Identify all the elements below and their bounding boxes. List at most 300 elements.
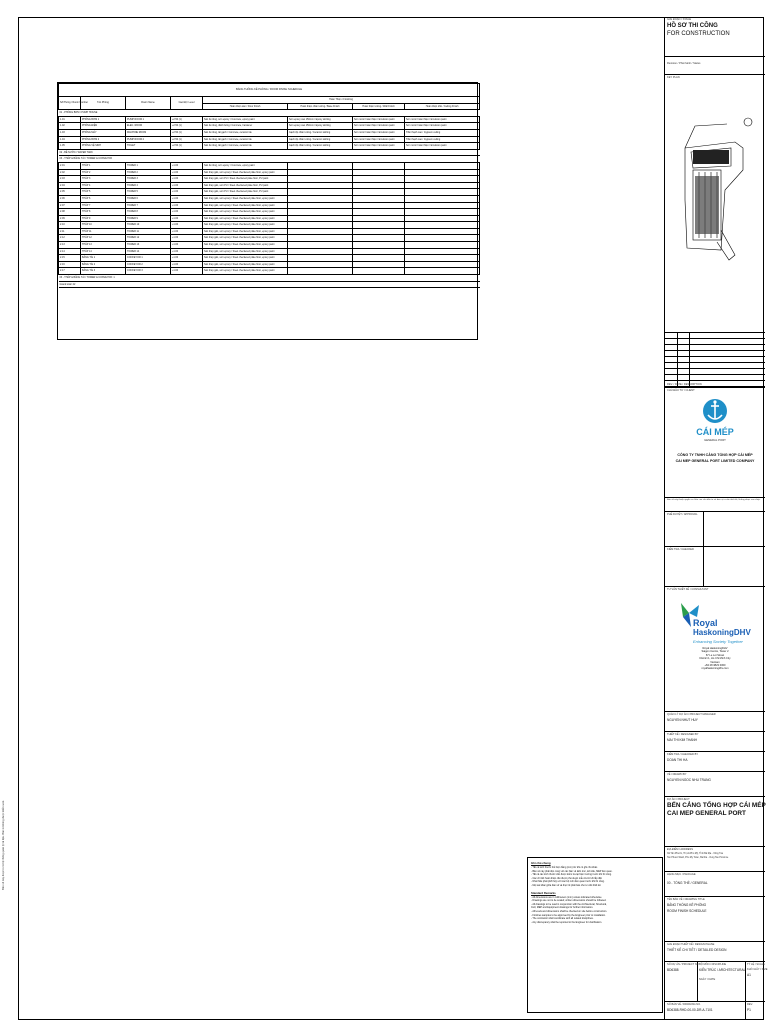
col-header-wall: Hoàn thiện tường / Wall Finish — [353, 103, 405, 110]
room-name-vn: BĂNG TẢI 1 — [81, 255, 126, 262]
checker-cell — [665, 752, 765, 772]
room-finish-schedule — [57, 82, 478, 340]
room-number: 2.16 — [59, 261, 81, 268]
consultant-address-line: Vietnam — [710, 660, 720, 664]
consultant-name-1: Royal — [693, 618, 718, 628]
consultant-address-line: royalhaskoningdhv.com — [701, 667, 729, 671]
room-number: 2.15 — [59, 255, 81, 262]
client-cell — [665, 388, 765, 498]
client-logo-sub: GENERAL PORT — [704, 438, 726, 442]
note-line: - Any discrepancy shall be reported to the Engineer for clarification. — [531, 920, 602, 924]
room-number: 1.04 — [59, 136, 81, 143]
wall-finish — [353, 248, 405, 255]
floor-finish: Sàn thép gân, sơn epoxy / Steel checkered plate floor, epoxy paint — [203, 235, 288, 242]
designer-label: THIẾT KẾ / DESIGNED BY — [667, 733, 699, 736]
address-line: Tan Phuoc Ward, Phu My Town, Ba Ria - Vung Tau Province — [667, 857, 729, 859]
date-label: NGÀY / DATE — [699, 978, 716, 981]
address-line: Xã Tân Phước, Thị xã Phú Mỹ, Tỉnh Bà Rịa - Vũng Tàu — [667, 853, 724, 855]
size-label: KHỔ GIẤY / SIZE — [747, 968, 768, 971]
skirting-finish: Sơn epoxy cao 150mm / Epoxy skirting — [288, 123, 353, 130]
drawing-no-value: BD6388-RHD-00-00-DR-A-7101 — [667, 1008, 713, 1012]
info-grid-cell — [665, 962, 768, 1002]
status-cell — [665, 57, 765, 75]
room-level: +1.00 — [171, 268, 203, 275]
floor-finish: Sàn thép gân, sơn epoxy / Steel checkered plate floor, epoxy paint — [203, 228, 288, 235]
ceiling-finish — [405, 228, 480, 235]
room-level: +2.50 (1) — [171, 136, 203, 143]
status-label: Revision / Phát hành / Status — [667, 62, 701, 65]
disclaimer-text: Bản vẽ này thuộc quyền sở hữu của chủ đầu tư và đơn vị tư vấn thiết kế, không được sao chép. — [667, 499, 761, 501]
table-row — [59, 242, 480, 249]
room-name-en: TOWER 10 — [126, 222, 171, 229]
room-name-vn: THÁP 4 — [81, 182, 126, 189]
floor-finish: Sàn thép gân, sơn PU / Steel checkered plate floor, PU paint — [203, 182, 288, 189]
revision-grid — [665, 333, 765, 387]
room-number: 1.01 — [59, 116, 81, 123]
table-row — [59, 195, 480, 202]
floor-finish: Sàn thép gân, sơn epoxy / Steel checkered plate floor, epoxy paint — [203, 242, 288, 249]
room-name-vn: PHÒNG VỆ SINH — [81, 143, 126, 150]
floor-finish: Sàn thép gân, sơn epoxy / Steel checkered plate floor, epoxy paint — [203, 248, 288, 255]
rev-label: REV. — [747, 1003, 753, 1006]
note-line: - Mọi sai khác giữa bản vẽ và thực tế phải báo cho tư vấn thiết kế. — [531, 883, 602, 887]
room-level: +1.00 — [171, 261, 203, 268]
col-header-name-en: Room Name — [126, 97, 171, 110]
project-name-vn: BẾN CẢNG TỔNG HỢP CÁI MÉP — [667, 802, 766, 809]
designer-name: MAI THI KIM THANH — [667, 738, 697, 742]
table-row — [59, 228, 480, 235]
size-value: A1 — [747, 973, 751, 977]
drafter-name: NGUYEN NGOC NHU TRANG — [667, 778, 711, 782]
wall-finish — [353, 268, 405, 275]
stage-en: FOR CONSTRUCTION — [667, 31, 730, 37]
pm-label: QUẢN LÝ DỰ ÁN / PROJECT MANAGER — [667, 713, 716, 716]
room-level: +1.00 — [171, 255, 203, 262]
floor-finish: Sàn bê tông, lát gạch / Concrete, ceramic tile — [203, 143, 288, 150]
room-number: 1.03 — [59, 129, 81, 136]
room-name-en: TOWER 3 — [126, 176, 171, 183]
ceiling-finish — [405, 209, 480, 216]
ceiling-finish — [405, 215, 480, 222]
group-heading: 02 - BỂ NƯỚC / WATER TANK — [59, 149, 480, 156]
margin-note-text: Bản vẽ này được in từ hệ thống quản lý tài liệu. Bản in không được kiểm soát. — [2, 800, 5, 890]
wall-finish: Sơn nước hoàn thiện / Emulsion paint — [353, 136, 405, 143]
room-level: +1.00 — [171, 235, 203, 242]
room-name-en: TOWER 1 — [126, 162, 171, 169]
room-number: 1.02 — [59, 123, 81, 130]
room-name-en: TOWER 13 — [126, 242, 171, 249]
consultant-cell — [665, 587, 765, 712]
notes-heading-vn: Ghi chú chung — [531, 861, 551, 865]
room-number: 2.10 — [59, 222, 81, 229]
room-level: +1.00 — [171, 162, 203, 169]
room-level: +1.00 — [171, 202, 203, 209]
table-row — [59, 209, 480, 216]
consultant-label: TƯ VẤN THIẾT KẾ / CONSULTANT — [667, 588, 709, 591]
note-line: Civil, MEP and Equipment drawings for further information. — [531, 906, 594, 910]
project-name-en: CAI MEP GENERAL PORT — [667, 810, 746, 817]
room-level: +2.50 (1) — [171, 143, 203, 150]
ceiling-finish: Trần thạch cao / Gypsum ceiling — [405, 129, 480, 136]
room-name-en: PUMP ROOM 1 — [126, 116, 171, 123]
room-number: 2.06 — [59, 195, 81, 202]
skirting-finish — [288, 222, 353, 229]
room-name-en: TOWER 8 — [126, 209, 171, 216]
table-row — [59, 176, 480, 183]
floor-finish: Sàn thép gân, sơn epoxy / Steel checkered plate floor, epoxy paint — [203, 209, 288, 216]
room-name-en: TOWER 4 — [126, 182, 171, 189]
checker-label: KIỂM TRA / CHECKED BY — [667, 753, 699, 756]
floor-finish: Sàn thép gân, sơn epoxy / Steel checkered plate floor, epoxy paint — [203, 255, 288, 262]
room-level: +1.00 — [171, 228, 203, 235]
consultant-address-line: 67 Le Loi Street — [705, 653, 725, 657]
room-level: +1.00 — [171, 248, 203, 255]
note-line: - Bản vẽ này phải đọc cùng với các bản vẽ kiến trúc, kết cấu, MEP liên quan. — [531, 869, 613, 873]
ceiling-finish — [405, 182, 480, 189]
package-value: 00 - TỔNG THỂ / GENERAL — [667, 881, 708, 885]
drawing-title-en: ROOM FINISH SCHEDULE — [667, 909, 707, 913]
skirting-finish — [288, 202, 353, 209]
room-level: +1.00 — [171, 209, 203, 216]
table-row — [59, 268, 480, 275]
room-number: 2.07 — [59, 202, 81, 209]
wall-finish — [353, 162, 405, 169]
col-header-floor: Hoàn thiện sàn / Floor Finish — [203, 103, 288, 110]
skirting-finish — [288, 195, 353, 202]
key-plan-cell — [665, 75, 765, 333]
skirting-finish — [288, 268, 353, 275]
ceiling-finish — [405, 176, 480, 183]
table-row — [59, 261, 480, 268]
room-name-vn: THÁP 8 — [81, 209, 126, 216]
note-line: - Drawings are not to be scaled; written dimensions should be followed. — [531, 899, 607, 903]
approval-cell — [665, 512, 765, 547]
stage-cell — [665, 17, 765, 57]
ceiling-finish — [405, 202, 480, 209]
room-number: 2.05 — [59, 189, 81, 196]
room-name-vn: THÁP 5 — [81, 189, 126, 196]
room-level: +1.00 — [171, 182, 203, 189]
wall-finish — [353, 222, 405, 229]
ceiling-finish — [405, 169, 480, 176]
ceiling-finish — [405, 268, 480, 275]
room-name-en: TOWER 5 — [126, 189, 171, 196]
drawing-title-label: TÊN BẢN VẼ / DRAWING TITLE — [667, 898, 705, 901]
key-plan-drawing — [665, 80, 765, 320]
title-block — [664, 17, 768, 1020]
room-number: 1.05 — [59, 143, 81, 150]
room-number: 2.13 — [59, 242, 81, 249]
floor-finish: Sàn thép gân, sơn epoxy / Steel checkered plate floor, epoxy paint — [203, 268, 288, 275]
ceiling-finish — [405, 248, 480, 255]
skirting-finish — [288, 215, 353, 222]
general-notes — [527, 857, 663, 1013]
wall-finish: Sơn nước hoàn thiện / Emulsion paint — [353, 129, 405, 136]
skirting-finish — [288, 261, 353, 268]
designer-cell — [665, 732, 765, 752]
table-row — [59, 143, 480, 150]
table-row — [59, 129, 480, 136]
client-name-en: CAI MEP GENERAL PORT LIMITED COMPANY — [675, 459, 755, 463]
room-name-vn: THÁP 11 — [81, 228, 126, 235]
room-number: 2.03 — [59, 176, 81, 183]
project-no-value: BD6388 — [667, 968, 679, 972]
room-name-vn: PHÒNG MÁY — [81, 129, 126, 136]
floor-finish: Sàn bê tông, lát gạch / Concrete, ceramic tile — [203, 129, 288, 136]
notes-heading-en: Standard Remarks — [531, 890, 556, 895]
margin-notes — [2, 800, 12, 1015]
floor-finish: Sàn thép gân, sơn epoxy / Steel checkered plate floor, epoxy paint — [203, 195, 288, 202]
room-name-en: CONVEYOR 3 — [126, 268, 171, 275]
checked-label: KIỂM TRA / CHECKED — [667, 548, 694, 551]
wall-finish — [353, 235, 405, 242]
pm-name: NGUYEN NHUT HUY — [667, 718, 698, 722]
ceiling-finish — [405, 162, 480, 169]
note-line: - All levels and dimensions shall be checked on site before construction. — [531, 909, 608, 913]
room-name-vn: THÁP 13 — [81, 242, 126, 249]
skirting-finish — [288, 248, 353, 255]
room-number: 2.08 — [59, 209, 81, 216]
room-name-vn: THÁP 2 — [81, 169, 126, 176]
wall-finish — [353, 242, 405, 249]
wall-finish — [353, 195, 405, 202]
floor-finish: Sàn thép gân, sơn epoxy / Steel checkered plate floor, epoxy paint — [203, 261, 288, 268]
schedule-title: BẢNG THỐNG KÊ PHÒNG / ROOM FINISH SCHEDULE — [59, 84, 480, 97]
room-name-vn: THÁP 6 — [81, 195, 126, 202]
consultant-tagline: Enhancing Society Together — [693, 639, 743, 644]
skirting-finish — [288, 182, 353, 189]
room-name-vn: THÁP 3 — [81, 176, 126, 183]
skirting-finish — [288, 169, 353, 176]
table-row — [59, 235, 480, 242]
room-name-en: TOWER 12 — [126, 235, 171, 242]
skirting-finish: Gạch ốp chân tường / Ceramic skirting — [288, 129, 353, 136]
table-row — [59, 222, 480, 229]
disclaimer-cell — [665, 498, 765, 512]
note-line: - Tất cả kích thước thể hiện bằng (mm) trừ khi có ghi chú khác. — [531, 866, 598, 869]
address-label: ĐỊA ĐIỂM / ADDRESS — [667, 848, 693, 851]
room-level: +2.50 (1) — [171, 116, 203, 123]
skirting-finish — [288, 189, 353, 196]
table-row — [59, 248, 480, 255]
skirting-finish — [288, 209, 353, 216]
col-header-no: Số Phòng / Room Number — [59, 97, 81, 110]
skirting-finish: Gạch ốp chân tường / Ceramic skirting — [288, 136, 353, 143]
room-level: +2.50 (1) — [171, 123, 203, 130]
room-level: +1.00 — [171, 176, 203, 183]
room-name-en: CONVEYOR 1 — [126, 255, 171, 262]
table-row — [59, 123, 480, 130]
key-plan-label: KEY PLAN — [667, 76, 680, 79]
floor-finish: Sàn bê tông, lát gạch / Concrete, ceramic tile — [203, 136, 288, 143]
wall-finish — [353, 169, 405, 176]
address-cell — [665, 847, 765, 872]
note-line: - Nhà thầu phải phối hợp với các bộ môn liên quan trước khi thi công. — [531, 880, 605, 884]
drawing-no-label: SỐ BẢN VẼ / DRAWING NO. — [667, 1003, 701, 1006]
stage-label: GIAI ĐOẠN / STAGE — [667, 18, 692, 21]
group-heading: 03 - THÁP & BĂNG TẢI / TOWER & CONVEYOR — [59, 156, 480, 163]
floor-finish: Sàn thép gân, sơn epoxy / Steel checkered plate floor, epoxy paint — [203, 215, 288, 222]
room-name-en: TOWER 11 — [126, 228, 171, 235]
room-number: 2.17 — [59, 268, 81, 275]
drawing-title-vn: BẢNG THỐNG KÊ PHÒNG — [667, 903, 707, 907]
wall-finish — [353, 228, 405, 235]
room-level: +1.00 — [171, 215, 203, 222]
consultant-address-line: Royal HaskoningDHV — [702, 647, 728, 650]
ceiling-finish — [405, 189, 480, 196]
floor-finish: Sàn thép gân, sơn PU / Steel checkered plate floor, PU paint — [203, 176, 288, 183]
room-name-en: TOWER 9 — [126, 215, 171, 222]
group-heading: 01 - PHÒNG BƠM / PUMP HOUSE — [59, 110, 480, 117]
col-header-level: Cao Độ / Level — [171, 97, 203, 110]
ceiling-finish — [405, 235, 480, 242]
wall-finish — [353, 176, 405, 183]
skirting-finish — [288, 242, 353, 249]
phase-cell — [665, 942, 765, 962]
revision-label: REV. / DATE / DESCRIPTION — [667, 383, 702, 386]
skirting-finish — [288, 235, 353, 242]
scale-label: TỶ LỆ / SCALE — [747, 963, 765, 966]
ceiling-finish — [405, 195, 480, 202]
room-level: +1.00 — [171, 189, 203, 196]
consultant-address-line: +84 28 3823 0300 — [704, 664, 726, 668]
revision-cell — [665, 333, 765, 388]
phase-value: THIẾT KẾ CHI TIẾT / DETAILED DESIGN — [667, 948, 727, 952]
package-cell — [665, 872, 765, 897]
table-row — [59, 189, 480, 196]
approval-label: PHÊ DUYỆT / APPROVAL — [667, 513, 698, 516]
room-name-en: CONVEYOR 2 — [126, 261, 171, 268]
client-logo-text: CÁI MÉP — [696, 427, 734, 437]
room-name-vn: THÁP 9 — [81, 215, 126, 222]
room-number: 2.09 — [59, 215, 81, 222]
note-line: - Các chi tiết hoàn thiện cần được phê duyệt mẫu trước khi lắp đặt. — [531, 876, 603, 880]
room-name-vn: THÁP 7 — [81, 202, 126, 209]
wall-finish — [353, 202, 405, 209]
col-header-skirting: Hoàn thiện chân tường / Base Finish — [288, 103, 353, 110]
floor-finish: Sàn thép gân, sơn epoxy / Steel checkered plate floor, epoxy paint — [203, 202, 288, 209]
skirting-finish — [288, 228, 353, 235]
room-level: +1.00 — [171, 169, 203, 176]
drawing-no-cell — [665, 1002, 765, 1020]
col-header-finishing: Hoàn Thiện / Finishing — [203, 97, 480, 104]
ceiling-finish: Sơn nước hoàn thiện / Emulsion paint — [405, 116, 480, 123]
project-no-label: SỐ DỰ ÁN / PROJECT NO. — [667, 963, 700, 966]
wall-finish — [353, 215, 405, 222]
room-name-vn: BĂNG TẢI 3 — [81, 268, 126, 275]
checked-cell — [665, 547, 765, 587]
note-line: - The contractor shall coordinate with all related disciplines. — [531, 917, 594, 921]
table-row — [59, 202, 480, 209]
col-header-ceiling: Hoàn thiện trần / Ceiling Finish — [405, 103, 480, 110]
phase-label: GIAI ĐOẠN THIẾT KẾ / DESIGN PHASE — [667, 943, 715, 946]
room-number: 2.11 — [59, 228, 81, 235]
table-row — [59, 182, 480, 189]
room-number: 2.02 — [59, 169, 81, 176]
room-name-en: TOILET — [126, 143, 171, 150]
note-line: - All drawings to be read in conjunction with the Architectural, Structural, — [531, 902, 607, 906]
client-logo — [665, 393, 765, 447]
room-name-vn: PHÒNG ĐIỆN — [81, 123, 126, 130]
consultant-address-line: District 1, Ho Chi Minh City — [699, 657, 731, 661]
room-name-vn: THÁP 14 — [81, 248, 126, 255]
floor-finish: Sàn thép gân, sơn epoxy / Steel checkered plate floor, epoxy paint — [203, 222, 288, 229]
note-line: - Finishes samples to be approved by the Engineer prior to installation. — [531, 913, 606, 917]
floor-finish: Sàn thép gân, sơn PU / Steel checkered plate floor, PU paint — [203, 189, 288, 196]
wall-finish — [353, 261, 405, 268]
floor-finish: Sàn thép gân, sơn epoxy / Steel checkered plate floor, epoxy paint — [203, 169, 288, 176]
wall-finish — [353, 182, 405, 189]
wall-finish — [353, 209, 405, 216]
table-row — [59, 169, 480, 176]
discipline-value: KIẾN TRÚC / ARCHITECTURAL — [699, 968, 746, 972]
wall-finish: Sơn nước hoàn thiện / Emulsion paint — [353, 123, 405, 130]
rev-value: P1 — [747, 1008, 751, 1012]
table-row — [59, 215, 480, 222]
skirting-finish: Gạch ốp chân tường / Ceramic skirting — [288, 143, 353, 150]
room-name-en: TOWER 6 — [126, 195, 171, 202]
ceiling-finish — [405, 255, 480, 262]
group-footer: 03 - THÁP & BĂNG TẢI / TOWER & CONVEYOR: 1 — [59, 275, 480, 282]
room-name-vn: THÁP 12 — [81, 235, 126, 242]
room-name-en: TOWER 2 — [126, 169, 171, 176]
ceiling-finish — [405, 261, 480, 268]
ceiling-finish: Sơn nước hoàn thiện / Emulsion paint — [405, 123, 480, 130]
room-number: 2.01 — [59, 162, 81, 169]
schedule-table — [58, 83, 480, 288]
floor-finish: Sàn bê tông, đánh bóng / Concrete, hardener — [203, 123, 288, 130]
skirting-finish — [288, 176, 353, 183]
floor-finish: Sàn bê tông, sơn epoxy / Concrete, epoxy paint — [203, 162, 288, 169]
room-name-en: MACHINE ROOM — [126, 129, 171, 136]
room-level: +1.00 — [171, 222, 203, 229]
pm-cell — [665, 712, 765, 732]
wall-finish: Sơn nước hoàn thiện / Emulsion paint — [353, 143, 405, 150]
skirting-finish: Sơn epoxy cao 150mm / Epoxy skirting — [288, 116, 353, 123]
note-line: - All dimensions are in millimeters (mm) unless indicated otherwise. — [531, 895, 603, 899]
client-label: CHỦ ĐẦU TƯ / CLIENT — [667, 389, 695, 392]
room-name-vn: BĂNG TẢI 2 — [81, 261, 126, 268]
wall-finish — [353, 189, 405, 196]
room-name-en: TOWER 7 — [126, 202, 171, 209]
room-name-en: PUMP ROOM 2 — [126, 136, 171, 143]
grand-total: Grand total: 22 — [59, 281, 480, 288]
note-line: - Tất cả các kích thước cần được kiểm tra tại hiện trường trước khi thi công. — [531, 873, 612, 877]
room-level: +2.50 (1) — [171, 129, 203, 136]
ceiling-finish: Trần thạch cao / Gypsum ceiling — [405, 136, 480, 143]
room-name-vn: PHÒNG BƠM 1 — [81, 116, 126, 123]
table-row — [59, 162, 480, 169]
package-label: HẠNG MỤC / PACKAGE — [667, 873, 696, 876]
table-row — [59, 136, 480, 143]
ceiling-finish: Sơn nước hoàn thiện / Emulsion paint — [405, 143, 480, 150]
table-row — [59, 255, 480, 262]
drawing-title-cell — [665, 897, 765, 942]
skirting-finish — [288, 255, 353, 262]
room-name-vn: THÁP 10 — [81, 222, 126, 229]
consultant-address-line: Saigon Centre, Tower 2 — [701, 650, 729, 654]
col-header-name-vn: Tên Phòng — [81, 97, 126, 110]
drafter-label: VẼ / DRAWN BY — [667, 773, 687, 776]
floor-finish: Sàn bê tông, sơn epoxy / Concrete, epoxy paint — [203, 116, 288, 123]
checker-name: DOAN THI HA — [667, 758, 688, 762]
room-number: 2.14 — [59, 248, 81, 255]
stage-vn: HỒ SƠ THI CÔNG — [667, 23, 718, 29]
client-name-vn: CÔNG TY TNHH CẢNG TỔNG HỢP CÁI MÉP — [677, 453, 753, 457]
project-label: DỰ ÁN / PROJECT — [667, 798, 690, 801]
ceiling-finish — [405, 222, 480, 229]
drafter-cell — [665, 772, 765, 797]
